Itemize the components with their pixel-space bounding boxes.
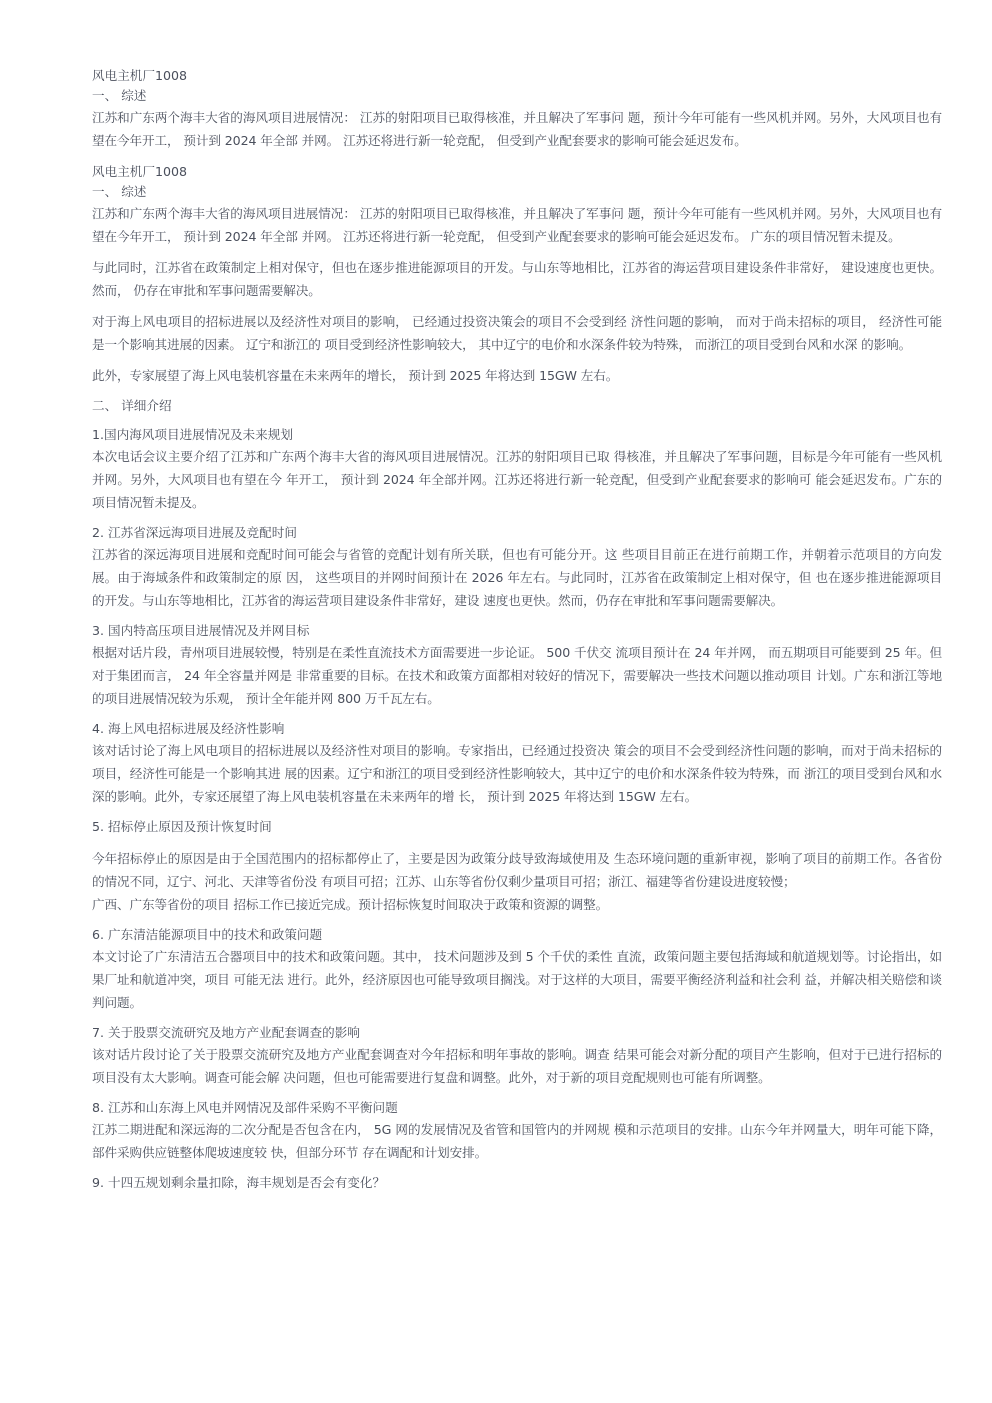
overview-paragraph: 江苏和广东两个海丰大省的海风项目进展情况： 江苏的射阳项目已取得核准，并且解决了军事问 题，预计今年可能有一些风机并网。另外，大风项目也有望在今年开工， 预计到 2024 年全部 并网。 江苏还将进行新一轮竞配， 但受到产业配套要求的影响可能会延迟发布。 [92,110,942,148]
section-8-body: 江苏二期进配和深远海的二次分配是否包含在内， 5G 网的发展情况及省管和国管内的并网规 模和示范项目的安排。山东今年并网量大，明年可能下降，部件采购供应链整体爬坡速度较 快，但部分环节 存在调配和计划安排。 [92,1122,942,1160]
doc-title: 风电主机厂1008 [92,68,188,83]
section-5-body: 今年招标停止的原因是由于全国范围内的招标都停止了，主要是因为政策分歧导致海域使用及 生态环境问题的重新审视，影响了项目的前期工作。各省份的情况不同，辽宁、河北、天津等省份没 有项目可招；江苏、山东等省份仅剩少量项目可招；浙江、福建等省份建设进度较慢； [92,851,942,889]
section-4-body: 该对话讨论了海上风电项目的招标进展以及经济性对项目的影响。专家指出，已经通过投资决 策会的项目不会受到经济性问题的影响，而对于尚未招标的项目，经济性可能是一个影响其进 展的因素。辽宁和浙江的项目受到经济性影响较大，其中辽宁的电价和水深条件较为特殊，而 浙江的项目受到台风和水深的影响。此外，专家还展望了海上风电装机容量在未来两年的增 长， 预计到 2025 年将达到 15GW 左右。 [92,743,942,804]
overview-heading-repeat: 一、 综述 [92,184,147,199]
section-6-heading: 6. 广东清洁能源项目中的技术和政策问题 [92,927,323,942]
section-8-heading: 8. 江苏和山东海上风电并网情况及部件采购不平衡问题 [92,1100,398,1115]
doc-title-repeat: 风电主机厂1008 [92,164,188,179]
section-5-body-cont: 广西、广东等省份的项目 招标工作已接近完成。预计招标恢复时间取决于政策和资源的调整。 [92,897,609,912]
overview-paragraph-repeat: 江苏和广东两个海丰大省的海风项目进展情况： 江苏的射阳项目已取得核准，并且解决了军事问 题，预计今年可能有一些风机并网。另外，大风项目也有望在今年开工， 预计到 2024 年全部 并网。 江苏还将进行新一轮竞配， 但受到产业配套要求的影响可能会延迟发布。 广东的项目情况暂未提及。 [92,206,942,244]
section-9-heading: 9. 十四五规划剩余量扣除，海丰规划是否会有变化？ [92,1175,386,1190]
section-3-heading: 3. 国内特高压项目进展情况及并网目标 [92,623,310,638]
section-3-body: 根据对话片段，青州项目进展较慢，特别是在柔性直流技术方面需要进一步论证。 500 千伏交 流项目预计在 24 年并网， 而五期项目可能要到 25 年。但对于集团而言， 24 年全容量并网是 非常重要的目标。在技术和政策方面都相对较好的情况下，需要解决一些技术问题以推动项目 计划。广东和浙江等地的项目进展情况较为乐观， 预计全年能并网 800 万千瓦左右。 [92,645,942,706]
section-7-body: 该对话片段讨论了关于股票交流研究及地方产业配套调查对今年招标和明年事故的影响。调查 结果可能会对新分配的项目产生影响，但对于已进行招标的项目没有太大影响。调查可能会解 决问题，但也可能需要进行复盘和调整。此外，对于新的项目竞配规则也可能有所调整。 [92,1047,942,1085]
overview-heading: 一、 综述 [92,88,147,103]
section-5-heading: 5. 招标停止原因及预计恢复时间 [92,819,272,834]
paragraph-tender: 对于海上风电项目的招标进展以及经济性对项目的影响， 已经通过投资决策会的项目不会受到经 济性问题的影响， 而对于尚未招标的项目， 经济性可能是一个影响其进展的因素。 辽宁和浙江的 项目受到经济性影响较大， 其中辽宁的电价和水深条件较为特殊， 而浙江的项目受到台风和水深 的影响。 [92,314,942,352]
detail-heading: 二、 详细介绍 [92,398,172,413]
section-6-body: 本文讨论了广东清洁五合器项目中的技术和政策问题。其中， 技术问题涉及到 5 个千伏的柔性 直流，政策问题主要包括海域和航道规划等。讨论指出，如果厂址和航道冲突，项目 可能无法 进行。此外，经济原因也可能导致项目搁浅。对于这样的大项目，需要平衡经济利益和社会利 益，并解决相关赔偿和谈判问题。 [92,949,942,1010]
section-4-heading: 4. 海上风电招标进展及经济性影响 [92,721,285,736]
section-7-heading: 7. 关于股票交流研究及地方产业配套调查的影响 [92,1025,360,1040]
document-page [92,66,942,1193]
section-2-heading: 2. 江苏省深远海项目进展及竞配时间 [92,525,297,540]
paragraph-outlook: 此外，专家展望了海上风电装机容量在未来两年的增长， 预计到 2025 年将达到 15GW 左右。 [92,368,619,383]
section-2-body: 江苏省的深远海项目进展和竞配时间可能会与省管的竞配计划有所关联，但也有可能分开。这 些项目目前正在进行前期工作，并朝着示范项目的方向发展。由于海域条件和政策制定的原 因， 这些项目的并网时间预计在 2026 年左右。与此同时，江苏省在政策制定上相对保守，但 也在逐步推进能源项目的开发。与山东等地相比，江苏省的海运营项目建设条件非常好，建设 速度也更快。然而，仍存在审批和军事问题需要解决。 [92,547,942,608]
paragraph-policy: 与此同时，江苏省在政策制定上相对保守，但也在逐步推进能源项目的开发。与山东等地相比，江苏省的海运营项目建设条件非常好， 建设速度也更快。 然而， 仍存在审批和军事问题需要解决。 [92,260,942,298]
section-1-heading: 1.国内海风项目进展情况及未来规划 [92,427,293,442]
section-1-body: 本次电话会议主要介绍了江苏和广东两个海丰大省的海风项目进展情况。江苏的射阳项目已取 得核准，并且解决了军事问题，目标是今年可能有一些风机并网。另外，大风项目也有望在今 年开工， 预计到 2024 年全部并网。江苏还将进行新一轮竞配，但受到产业配套要求的影响可 能会延迟发布。广东的项目情况暂未提及。 [92,449,942,510]
